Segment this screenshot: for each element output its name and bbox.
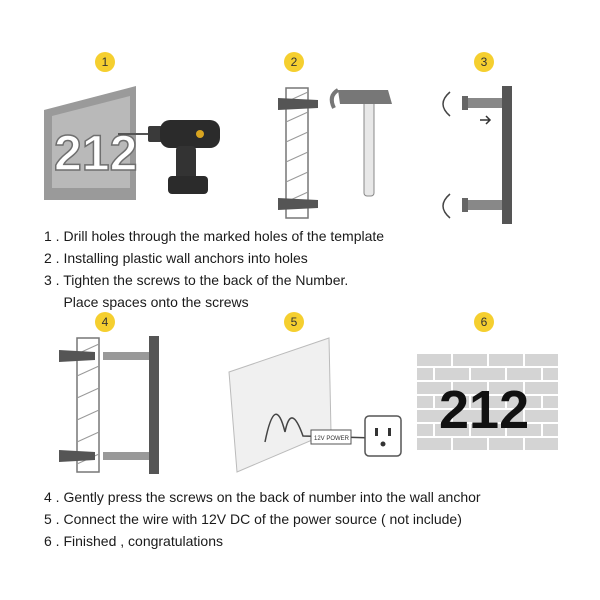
screw-top	[462, 96, 502, 110]
step-badge-3: 3	[474, 52, 494, 72]
wall-anchor-top	[278, 98, 318, 110]
step-badge-2: 2	[284, 52, 304, 72]
instruction-4: 4 . Gently press the screws on the back of number into the wall anchor	[44, 489, 481, 505]
instruction-5: 5 . Connect the wire with 12V DC of the power source ( not include)	[44, 511, 462, 527]
drill-icon	[148, 120, 220, 194]
step-badge-1: 1	[95, 52, 115, 72]
power-label: 12V POWER	[314, 436, 350, 442]
finished-number: 212	[439, 380, 530, 440]
instruction-3-continued: Place spaces onto the screws	[44, 294, 249, 310]
step-badge-5: 5	[284, 312, 304, 332]
step-4-press-illustration	[55, 332, 175, 477]
step-badge-4: 4	[95, 312, 115, 332]
screw-bottom	[462, 198, 502, 212]
hammer-icon	[332, 90, 392, 196]
step-badge-6: 6	[474, 312, 494, 332]
wall-anchor-bottom	[278, 198, 318, 210]
rotate-arrow-bottom-icon	[443, 194, 450, 218]
step-3-screws-illustration	[430, 82, 550, 227]
step-2-anchor-illustration	[260, 82, 400, 222]
rotate-arrow-top-icon	[443, 92, 450, 116]
step-6-finished-illustration	[415, 352, 560, 462]
instruction-3: 3 . Tighten the screws to the back of the Number.	[44, 272, 349, 288]
step-1-drill-illustration	[40, 82, 240, 202]
number-back-panel	[149, 336, 159, 474]
arrow-right-icon	[480, 116, 490, 124]
step-5-wiring-illustration	[225, 332, 415, 477]
template-number: 212	[54, 125, 138, 181]
number-back-panel	[502, 86, 512, 224]
instruction-6: 6 . Finished , congratulations	[44, 533, 223, 549]
instruction-2: 2 . Installing plastic wall anchors into holes	[44, 250, 308, 266]
number-panel-back	[229, 338, 331, 472]
power-outlet-icon	[365, 416, 401, 456]
instruction-1: 1 . Drill holes through the marked holes of the template	[44, 228, 385, 244]
